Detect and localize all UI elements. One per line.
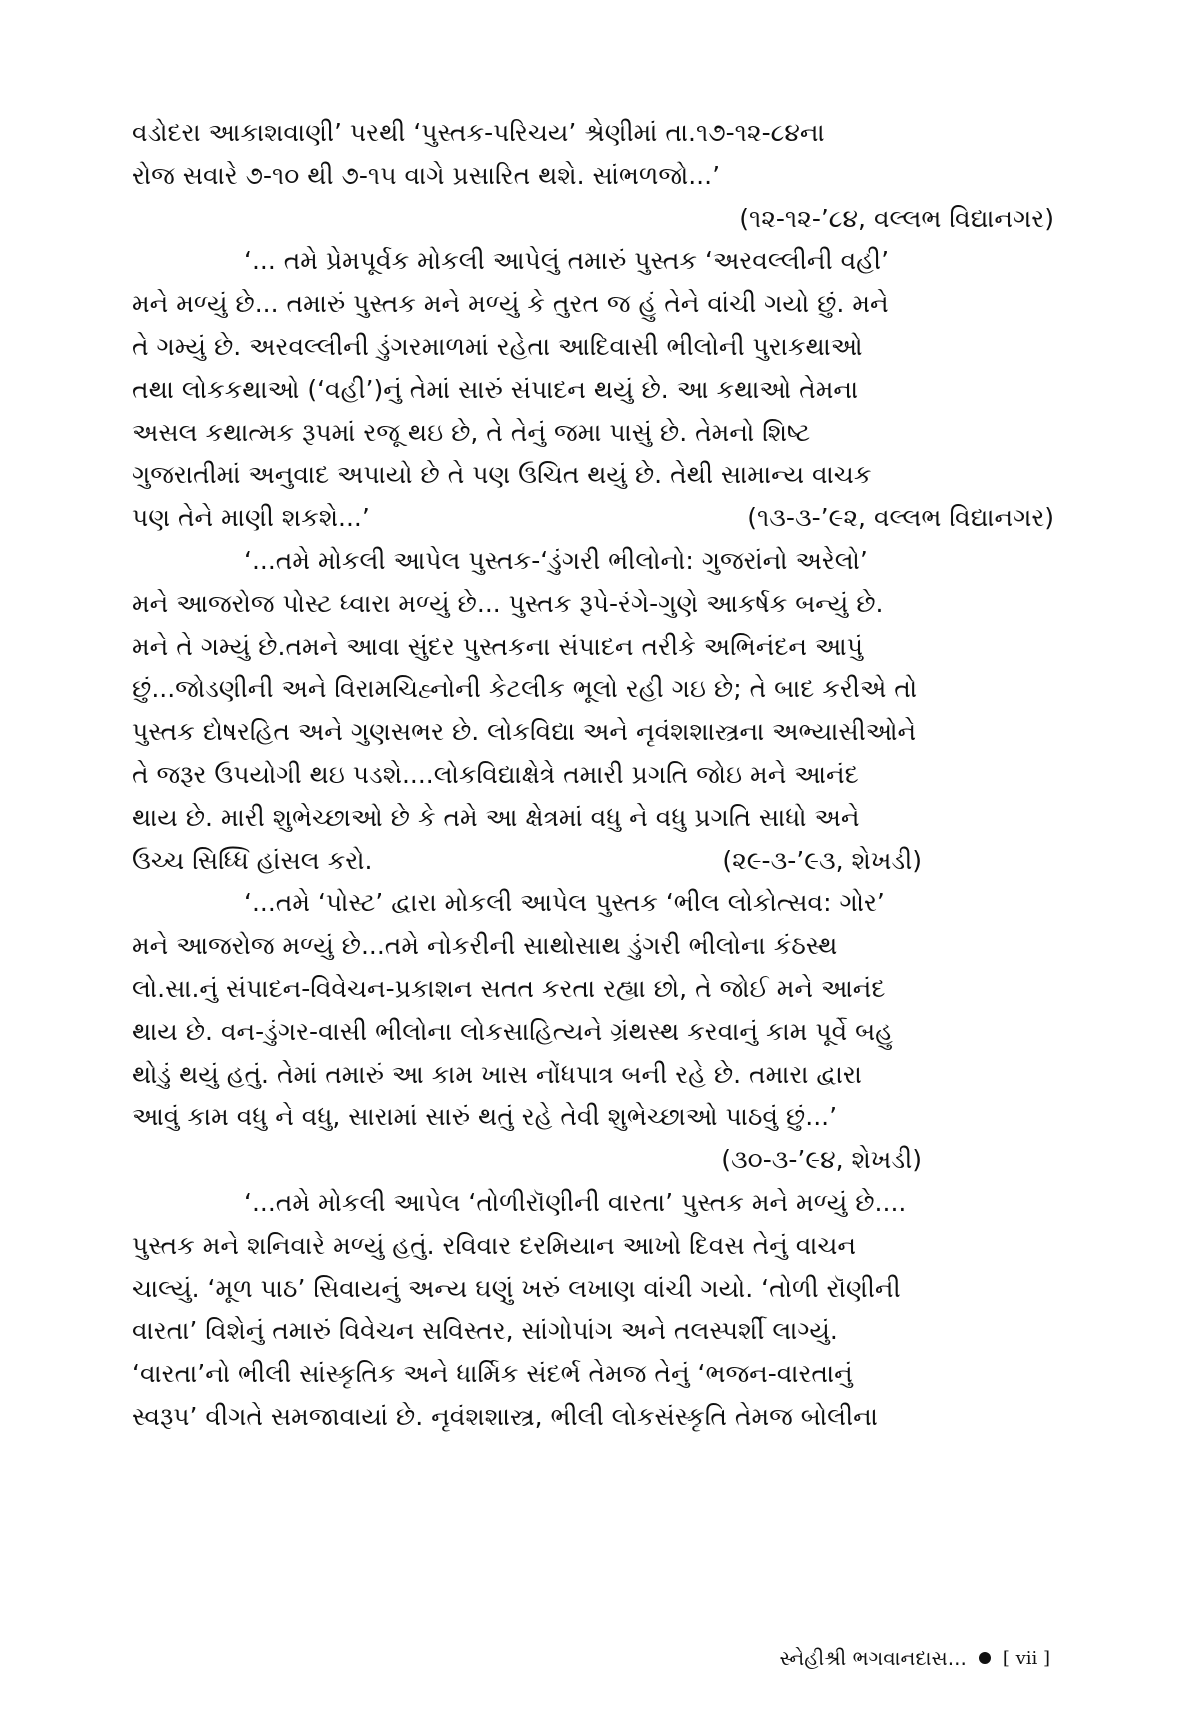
text-line-with-date	[132, 840, 1054, 883]
page-body	[132, 112, 1054, 1439]
text-line: મને મળ્યું છે... તમારું પુસ્તક મને મળ્યું કે તુરત જ હું તેને વાંચી ગયો છું. મને	[132, 289, 889, 319]
text-line: વડોદરા આકાશવાણી’ પરથી ‘પુસ્તક-પરિચય’ શ્રેણીમાં તા.૧૭-૧૨-૮૪ના	[132, 118, 825, 147]
bullet-icon	[979, 1652, 991, 1664]
text-line: થોડું થયું હતું. તેમાં તમારું આ કામ ખાસ નોંધપાત્ર બની રહે છે. તમારા દ્વારા	[132, 1059, 862, 1089]
page-footer	[630, 1643, 1050, 1673]
text-line: ‘વારતા’નો ભીલી સાંસ્કૃતિક અને ધાર્મિક સંદર્ભ તેમજ તેનું ‘ભજન-વારતાનું	[132, 1359, 853, 1389]
text-line: સ્વરૂપ’ વીગતે સમજાવાયાં છે. નૃવંશશાસ્ત્ર, ભીલી લોકસંસ્કૃતિ તેમજ બોલીના	[132, 1401, 878, 1431]
letter-date: (૨૯-૩-’૯૩, શેખડી)	[722, 845, 922, 875]
text-line: છું...જોડણીની અને વિરામચિહ્નોની કેટલીક ભૂલો રહી ગઇ છે; તે બાદ કરીએ તો	[132, 674, 918, 704]
text-line: ગુજરાતીમાં અનુવાદ અપાયો છે તે પણ ઉચિત થયું છે. તેથી સામાન્ય વાચક	[132, 460, 872, 490]
text-line: ‘...તમે ‘પોસ્ટ’ દ્વારા મોકલી આપેલ પુસ્તક ‘ભીલ લોકોત્સવ: ગોર’	[244, 888, 885, 918]
text-line-with-date	[132, 497, 1054, 540]
text-line: ‘...તમે મોકલી આપેલ પુસ્તક-‘ડુંગરી ભીલોનો: ગુજરાંનો અરેલો’	[244, 545, 868, 575]
text-line: આવું કામ વધુ ને વધુ, સારામાં સારું થતું રહે તેવી શુભેચ્છાઓ પાઠવું છું...’	[132, 1102, 838, 1132]
text-line: થાય છે. મારી શુભેચ્છાઓ છે કે તમે આ ક્ષેત્રમાં વધુ ને વધુ પ્રગતિ સાધો અને	[132, 802, 860, 832]
text-line: લો.સા.નું સંપાદન-વિવેચન-પ્રકાશન સતત કરતા રહ્યા છો, તે જોઈ મને આનંદ	[132, 973, 886, 1003]
running-title: સ્નેહીશ્રી ભગવાનદાસ...	[779, 1646, 967, 1670]
letter-date: (૧૨-૧૨-’૮૪, વલ્લભ વિદ્યાનગર)	[739, 203, 1054, 233]
text-line: મને આજરોજ પોસ્ટ ધ્વારા મળ્યું છે... પુસ્તક રૂપે-રંગે-ગુણે આકર્ષક બન્યું છે.	[132, 588, 884, 618]
text-line: તે જરૂર ઉપયોગી થઇ પડશે....લોકવિદ્યાક્ષેત્રે તમારી પ્રગતિ જોઇ મને આનંદ	[132, 759, 859, 789]
text-line: રોજ સવારે ૭-૧૦ થી ૭-૧૫ વાગે પ્રસારિત થશે. સાંભળજો...’	[132, 160, 721, 190]
letter-date: (૩૦-૩-’૯૪, શેખડી)	[721, 1145, 922, 1175]
text-line: પણ તેને માણી શકશે...’	[132, 503, 370, 533]
letter-date: (૧૩-૩-’૯૨, વલ્લભ વિદ્યાનગર)	[747, 503, 1054, 533]
text-line: વારતા’ વિશેનું તમારું વિવેચન સવિસ્તર, સાંગોપાંગ અને તલસ્પર્શી લાગ્યું.	[132, 1316, 838, 1346]
text-line: તે ગમ્યું છે. અરવલ્લીની ડુંગરમાળમાં રહેતા આદિવાસી ભીલોની પુરાકથાઓ	[132, 331, 863, 361]
text-line: મને આજરોજ મળ્યું છે...તમે નોકરીની સાથોસાથ ડુંગરી ભીલોના કંઠસ્થ	[132, 931, 838, 961]
text-line: ‘... તમે પ્રેમપૂર્વક મોકલી આપેલું તમારું પુસ્તક ‘અરવલ્લીની વહી’	[244, 246, 890, 276]
page-number: [ vii ]	[1002, 1647, 1050, 1669]
text-line: પુસ્તક મને શનિવારે મળ્યું હતું. રવિવાર દરમિયાન આખો દિવસ તેનું વાચન	[132, 1230, 857, 1260]
text-line: પુસ્તક દોષરહિત અને ગુણસભર છે. લોકવિદ્યા અને નૃવંશશાસ્ત્રના અભ્યાસીઓને	[132, 717, 917, 747]
text-line: મને તે ગમ્યું છે.તમને આવા સુંદર પુસ્તકના સંપાદન તરીકે અભિનંદન આપું	[132, 631, 863, 661]
text-line: તથા લોકકથાઓ (‘વહી’)નું તેમાં સારું સંપાદન થયું છે. આ કથાઓ તેમના	[132, 374, 859, 404]
text-line: ઉચ્ચ સિધ્ધિ હાંસલ કરો.	[132, 845, 373, 875]
text-line: થાય છે. વન-ડુંગર-વાસી ભીલોના લોકસાહિત્યને ગ્રંથસ્થ કરવાનું કામ પૂર્વે બહુ	[132, 1016, 893, 1046]
text-line: ચાલ્યું. ‘મૂળ પાઠ’ સિવાયનું અન્ય ઘણું ખરું લખાણ વાંચી ગયો. ‘તોળી રૉણીની	[132, 1273, 901, 1303]
text-line: અસલ કથાત્મક રૂપમાં રજૂ થઇ છે, તે તેનું જમા પાસું છે. તેમનો શિષ્ટ	[132, 417, 811, 447]
text-line: ‘...તમે મોકલી આપેલ ‘તોળીરૉણીની વારતા’ પુસ્તક મને મળ્યું છે....	[244, 1187, 907, 1217]
